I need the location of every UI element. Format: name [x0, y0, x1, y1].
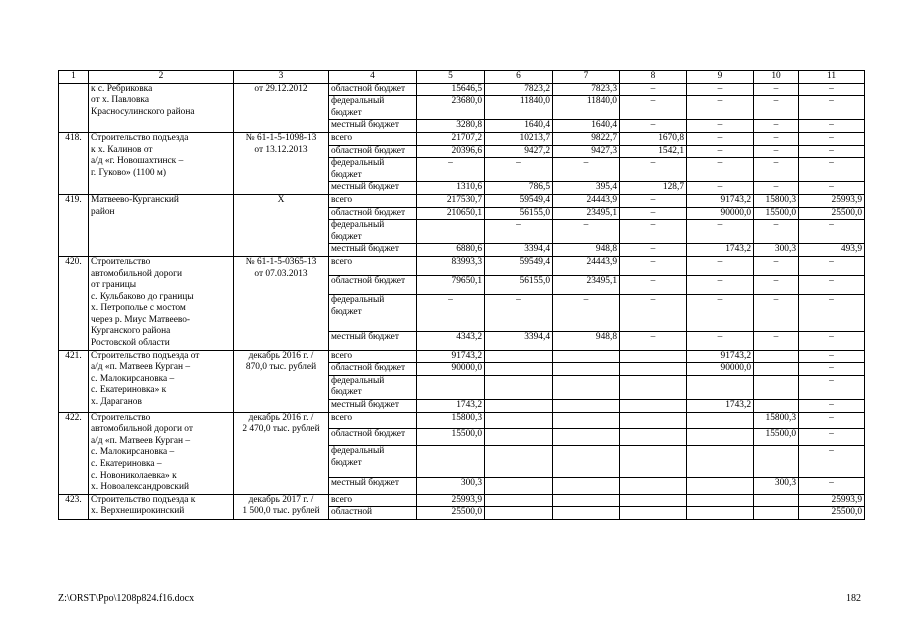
- amount-cell: –: [485, 295, 553, 332]
- amount-cell: –: [799, 145, 865, 158]
- amount-cell: –: [553, 158, 620, 182]
- amount-cell: 15800,3: [754, 194, 799, 207]
- amount-cell: 10213,7: [485, 132, 553, 145]
- item-number: 422.: [59, 412, 89, 494]
- amount-cell: –: [687, 83, 754, 96]
- amount-cell: –: [687, 182, 754, 195]
- column-header: 1: [59, 71, 89, 84]
- amount-cell: –: [799, 400, 865, 413]
- table-row: [59, 194, 865, 207]
- amount-cell: 56155,0: [485, 275, 553, 294]
- funding-source: федеральный бюджет: [329, 295, 417, 332]
- funding-source: областной бюджет: [329, 145, 417, 158]
- object-name: к с. Ребриковка от х. Павловка Красносулинского района: [89, 83, 234, 132]
- amount-cell: –: [799, 220, 865, 244]
- amount-cell: –: [754, 145, 799, 158]
- amount-cell: [485, 375, 553, 399]
- page-number: 182: [846, 593, 861, 604]
- item-number: 419.: [59, 194, 89, 256]
- amount-cell: –: [754, 331, 799, 350]
- amount-cell: –: [799, 331, 865, 350]
- amount-cell: 7823,2: [485, 83, 553, 96]
- document-details: от 29.12.2012: [234, 83, 329, 132]
- table-row: [59, 412, 865, 429]
- amount-cell: 23680,0: [417, 96, 485, 120]
- amount-cell: –: [799, 350, 865, 363]
- item-number: 421.: [59, 350, 89, 412]
- funding-source: всего: [329, 194, 417, 207]
- amount-cell: 4343,2: [417, 331, 485, 350]
- amount-cell: 1640,4: [553, 120, 620, 133]
- file-path: Z:\ORST\Ppo\1208p824.f16.docx: [58, 593, 195, 604]
- table-row: [59, 494, 865, 507]
- amount-cell: –: [754, 83, 799, 96]
- amount-cell: 300,3: [754, 478, 799, 495]
- amount-cell: 25993,9: [799, 194, 865, 207]
- funding-source: всего: [329, 132, 417, 145]
- amount-cell: –: [620, 220, 687, 244]
- amount-cell: [687, 478, 754, 495]
- amount-cell: 1743,2: [687, 400, 754, 413]
- amount-cell: –: [620, 96, 687, 120]
- amount-cell: –: [620, 158, 687, 182]
- amount-cell: –: [754, 295, 799, 332]
- amount-cell: [485, 412, 553, 429]
- amount-cell: [687, 412, 754, 429]
- amount-cell: –: [799, 83, 865, 96]
- column-header: 10: [754, 71, 799, 84]
- amount-cell: 25500,0: [799, 207, 865, 220]
- amount-cell: –: [799, 429, 865, 446]
- funding-source: местный бюджет: [329, 244, 417, 257]
- amount-cell: [485, 400, 553, 413]
- amount-cell: [754, 446, 799, 478]
- amount-cell: 90000,0: [687, 363, 754, 376]
- amount-cell: 11840,0: [553, 96, 620, 120]
- funding-source: областной бюджет: [329, 207, 417, 220]
- amount-cell: –: [754, 158, 799, 182]
- amount-cell: –: [799, 182, 865, 195]
- amount-cell: 15500,0: [754, 207, 799, 220]
- amount-cell: 948,8: [553, 244, 620, 257]
- amount-cell: –: [799, 295, 865, 332]
- amount-cell: 79650,1: [417, 275, 485, 294]
- amount-cell: –: [620, 275, 687, 294]
- funding-source: федеральный бюджет: [329, 220, 417, 244]
- column-header: 6: [485, 71, 553, 84]
- amount-cell: –: [754, 275, 799, 294]
- amount-cell: [485, 363, 553, 376]
- amount-cell: –: [799, 158, 865, 182]
- funding-source: всего: [329, 494, 417, 507]
- amount-cell: 59549,4: [485, 194, 553, 207]
- amount-cell: [553, 412, 620, 429]
- table-body: [59, 83, 865, 519]
- table-row: [59, 256, 865, 275]
- amount-cell: [620, 412, 687, 429]
- amount-cell: 1743,2: [687, 244, 754, 257]
- document-details: декабрь 2017 г. / 1 500,0 тыс. рублей: [234, 494, 329, 519]
- amount-cell: 6880,6: [417, 244, 485, 257]
- column-number-row: [59, 71, 865, 84]
- amount-cell: –: [799, 375, 865, 399]
- column-header: 11: [799, 71, 865, 84]
- amount-cell: [485, 429, 553, 446]
- amount-cell: 7823,3: [553, 83, 620, 96]
- amount-cell: –: [754, 256, 799, 275]
- amount-cell: 24443,9: [553, 194, 620, 207]
- funding-source: федеральный бюджет: [329, 446, 417, 478]
- object-name: Строительство автомобильной дороги от границы с. Кульбаково до границы х. Петрополье с мостом через р. Миус Матвеево- Курганского района Ростовской области: [89, 256, 234, 350]
- amount-cell: –: [799, 363, 865, 376]
- amount-cell: [620, 400, 687, 413]
- amount-cell: –: [687, 220, 754, 244]
- amount-cell: 59549,4: [485, 256, 553, 275]
- funding-source: местный бюджет: [329, 478, 417, 495]
- amount-cell: [620, 429, 687, 446]
- amount-cell: –: [799, 256, 865, 275]
- object-name: Строительство подъезда от а/д «п. Матвеев Курган – с. Малокирсановка – с. Екатериновка» к х. Дараганов: [89, 350, 234, 412]
- funding-source: местный бюджет: [329, 331, 417, 350]
- amount-cell: –: [687, 132, 754, 145]
- amount-cell: 9822,7: [553, 132, 620, 145]
- amount-cell: –: [754, 96, 799, 120]
- amount-cell: 217530,7: [417, 194, 485, 207]
- amount-cell: 15500,0: [417, 429, 485, 446]
- amount-cell: –: [687, 120, 754, 133]
- document-details: № 61-1-5-0365-13 от 07.03.2013: [234, 256, 329, 350]
- funding-source: местный бюджет: [329, 120, 417, 133]
- funding-source: областной бюджет: [329, 275, 417, 294]
- amount-cell: 25500,0: [417, 507, 485, 520]
- amount-cell: 493,9: [799, 244, 865, 257]
- column-header: 7: [553, 71, 620, 84]
- amount-cell: [687, 429, 754, 446]
- column-header: 3: [234, 71, 329, 84]
- amount-cell: 15800,3: [417, 412, 485, 429]
- amount-cell: 786,5: [485, 182, 553, 195]
- funding-source: областной бюджет: [329, 363, 417, 376]
- funding-source: местный бюджет: [329, 182, 417, 195]
- amount-cell: 9427,2: [485, 145, 553, 158]
- amount-cell: 56155,0: [485, 207, 553, 220]
- document-details: декабрь 2016 г. / 2 470,0 тыс. рублей: [234, 412, 329, 494]
- amount-cell: [553, 446, 620, 478]
- amount-cell: –: [799, 132, 865, 145]
- amount-cell: [553, 350, 620, 363]
- amount-cell: 23495,1: [553, 275, 620, 294]
- column-header: 4: [329, 71, 417, 84]
- amount-cell: [754, 507, 799, 520]
- amount-cell: –: [754, 220, 799, 244]
- column-header: 2: [89, 71, 234, 84]
- amount-cell: 25993,9: [417, 494, 485, 507]
- document-details: № 61-1-5-1098-13 от 13.12.2013: [234, 132, 329, 194]
- object-name: Строительство подъезда к х. Калинов от а/д «г. Новошахтинск – г. Гуково» (1100 м): [89, 132, 234, 194]
- amount-cell: [754, 350, 799, 363]
- amount-cell: [485, 350, 553, 363]
- amount-cell: 21707,2: [417, 132, 485, 145]
- table-row: [59, 132, 865, 145]
- amount-cell: –: [687, 275, 754, 294]
- amount-cell: [620, 350, 687, 363]
- amount-cell: 90000,0: [687, 207, 754, 220]
- amount-cell: 128,7: [620, 182, 687, 195]
- amount-cell: 3280,8: [417, 120, 485, 133]
- amount-cell: –: [799, 120, 865, 133]
- amount-cell: 25500,0: [799, 507, 865, 520]
- amount-cell: [553, 507, 620, 520]
- amount-cell: 25993,9: [799, 494, 865, 507]
- amount-cell: [553, 478, 620, 495]
- amount-cell: –: [799, 275, 865, 294]
- amount-cell: –: [687, 256, 754, 275]
- amount-cell: 24443,9: [553, 256, 620, 275]
- amount-cell: 395,4: [553, 182, 620, 195]
- amount-cell: –: [687, 331, 754, 350]
- amount-cell: [754, 363, 799, 376]
- amount-cell: 15646,5: [417, 83, 485, 96]
- item-number: 420.: [59, 256, 89, 350]
- amount-cell: 23495,1: [553, 207, 620, 220]
- amount-cell: 15500,0: [754, 429, 799, 446]
- amount-cell: 11840,0: [485, 96, 553, 120]
- amount-cell: –: [553, 295, 620, 332]
- amount-cell: 1670,8: [620, 132, 687, 145]
- amount-cell: [485, 507, 553, 520]
- amount-cell: –: [754, 182, 799, 195]
- column-header: 5: [417, 71, 485, 84]
- item-number: 418.: [59, 132, 89, 194]
- column-header: 9: [687, 71, 754, 84]
- amount-cell: 3394,4: [485, 331, 553, 350]
- amount-cell: 300,3: [754, 244, 799, 257]
- amount-cell: 91743,2: [417, 350, 485, 363]
- item-number: 423.: [59, 494, 89, 519]
- amount-cell: [417, 220, 485, 244]
- amount-cell: [687, 494, 754, 507]
- amount-cell: –: [620, 83, 687, 96]
- funding-source: всего: [329, 350, 417, 363]
- amount-cell: –: [754, 132, 799, 145]
- funding-source: местный бюджет: [329, 400, 417, 413]
- amount-cell: –: [620, 331, 687, 350]
- amount-cell: [754, 375, 799, 399]
- amount-cell: [620, 446, 687, 478]
- amount-cell: [553, 494, 620, 507]
- amount-cell: [687, 446, 754, 478]
- amount-cell: 1310,6: [417, 182, 485, 195]
- amount-cell: –: [799, 446, 865, 478]
- amount-cell: –: [417, 158, 485, 182]
- amount-cell: –: [417, 295, 485, 332]
- amount-cell: –: [687, 158, 754, 182]
- amount-cell: –: [620, 295, 687, 332]
- amount-cell: –: [620, 244, 687, 257]
- item-number: [59, 83, 89, 132]
- amount-cell: 20396,6: [417, 145, 485, 158]
- amount-cell: [687, 507, 754, 520]
- amount-cell: 3394,4: [485, 244, 553, 257]
- amount-cell: [553, 429, 620, 446]
- funding-source: областной бюджет: [329, 83, 417, 96]
- amount-cell: –: [553, 220, 620, 244]
- funding-source: всего: [329, 256, 417, 275]
- amount-cell: –: [485, 220, 553, 244]
- amount-cell: 1640,4: [485, 120, 553, 133]
- document-details: Х: [234, 194, 329, 256]
- amount-cell: [485, 478, 553, 495]
- funding-source: областной бюджет: [329, 429, 417, 446]
- table-row: [59, 83, 865, 96]
- amount-cell: 1743,2: [417, 400, 485, 413]
- amount-cell: –: [799, 412, 865, 429]
- object-name: Строительство автомобильной дороги от а/д «п. Матвеев Курган – с. Малокирсановка – с. Екатериновка – с. Новониколаевка» к х. Новоалександровский: [89, 412, 234, 494]
- amount-cell: 948,8: [553, 331, 620, 350]
- amount-cell: [417, 375, 485, 399]
- amount-cell: –: [687, 96, 754, 120]
- amount-cell: [553, 375, 620, 399]
- column-header: 8: [620, 71, 687, 84]
- funding-source: федеральный бюджет: [329, 375, 417, 399]
- amount-cell: –: [754, 120, 799, 133]
- table-row: [59, 350, 865, 363]
- amount-cell: –: [799, 478, 865, 495]
- funding-source: федеральный бюджет: [329, 96, 417, 120]
- amount-cell: –: [687, 295, 754, 332]
- amount-cell: –: [687, 145, 754, 158]
- amount-cell: [620, 363, 687, 376]
- amount-cell: [754, 494, 799, 507]
- amount-cell: [620, 494, 687, 507]
- amount-cell: 83993,3: [417, 256, 485, 275]
- amount-cell: [620, 375, 687, 399]
- amount-cell: [620, 478, 687, 495]
- amount-cell: [687, 375, 754, 399]
- amount-cell: 1542,1: [620, 145, 687, 158]
- amount-cell: –: [620, 256, 687, 275]
- amount-cell: –: [620, 194, 687, 207]
- amount-cell: [553, 400, 620, 413]
- amount-cell: [754, 400, 799, 413]
- amount-cell: [485, 446, 553, 478]
- budget-table: [58, 70, 865, 520]
- amount-cell: 90000,0: [417, 363, 485, 376]
- object-name: Матвеево-Курганский район: [89, 194, 234, 256]
- amount-cell: 91743,2: [687, 350, 754, 363]
- funding-source: областной: [329, 507, 417, 520]
- amount-cell: 15800,3: [754, 412, 799, 429]
- amount-cell: 9427,3: [553, 145, 620, 158]
- amount-cell: [417, 446, 485, 478]
- funding-source: всего: [329, 412, 417, 429]
- amount-cell: 91743,2: [687, 194, 754, 207]
- funding-source: федеральный бюджет: [329, 158, 417, 182]
- amount-cell: [553, 363, 620, 376]
- amount-cell: [620, 507, 687, 520]
- amount-cell: [485, 494, 553, 507]
- object-name: Строительство подъезда к х. Верхнеширокинский: [89, 494, 234, 519]
- amount-cell: 210650,1: [417, 207, 485, 220]
- document-details: декабрь 2016 г. / 870,0 тыс. рублей: [234, 350, 329, 412]
- amount-cell: –: [620, 207, 687, 220]
- amount-cell: –: [799, 96, 865, 120]
- amount-cell: –: [485, 158, 553, 182]
- amount-cell: 300,3: [417, 478, 485, 495]
- amount-cell: –: [620, 120, 687, 133]
